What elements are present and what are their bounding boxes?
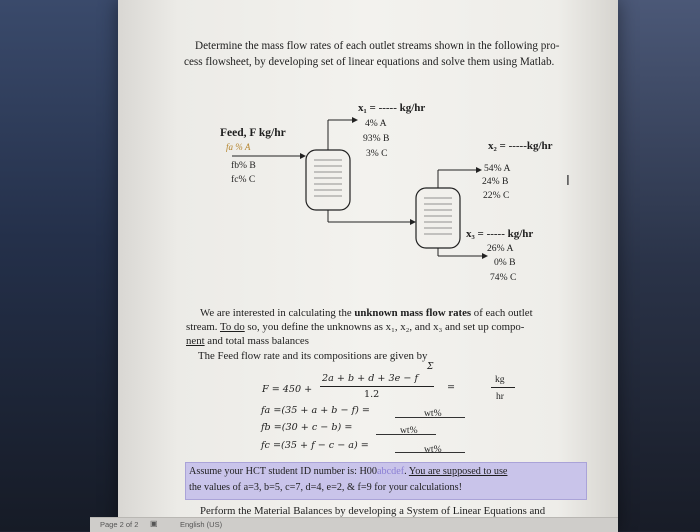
word-status-bar — [90, 517, 618, 532]
intro-line-1: Determine the mass flow rates of each outlet streams shown in the following pro- — [195, 40, 560, 52]
x3-comp-a: 26% A — [487, 243, 514, 254]
feed-comp-c: fc% C — [231, 174, 256, 185]
f-equation-numerator: 2a + b + d + 3e − f — [322, 373, 418, 384]
id-box-line-2: the values of a=3, b=5, c=7, d=4, e=2, & f=9 for your calculations! — [189, 482, 462, 493]
para-line-4: The Feed flow rate and its compositions are given by — [198, 350, 428, 362]
fa-equation: fa =(35 + a + b − f) = — [261, 405, 370, 416]
para-line-3: nent and total mass balances — [186, 335, 309, 347]
para-line-1: We are interested in calculating the unknown mass flow rates of each outlet — [200, 307, 533, 319]
x2-comp-a: 54% A — [484, 163, 511, 174]
f-equation-denominator: 1.2 — [364, 389, 380, 400]
x3-comp-c: 74% C — [490, 272, 517, 283]
x1-comp-b: 93% B — [363, 133, 390, 144]
language-indicator[interactable]: English (US) — [180, 520, 223, 529]
x1-comp-c: 3% C — [366, 148, 388, 159]
x3-label: x₃ = ----- kg/hr — [466, 228, 534, 240]
feed-comp-a: fa % A — [226, 142, 251, 152]
para-line-2: stream. To do so, you define the unknowns as x₁, x₂, and x₃ and set up compo- — [186, 321, 525, 333]
f-unit-kg: kg — [495, 374, 505, 385]
x3-comp-b: 0% B — [494, 257, 516, 268]
column-1 — [306, 150, 350, 210]
fc-unit: wt% — [424, 444, 442, 455]
column-2 — [416, 188, 460, 248]
f-equation-sigma: Σ — [427, 362, 434, 372]
x2-label: x₂ = -----kg/hr — [488, 140, 553, 152]
f-equation-equals: = — [447, 382, 456, 393]
text-cursor-icon: I — [566, 174, 570, 189]
unit-bar — [491, 387, 515, 388]
f-equation-lhs: F = 450 + — [262, 384, 313, 395]
fraction-bar — [320, 386, 434, 387]
id-box-line-1: Assume your HCT student ID number is: H00abcdef. You are supposed to use — [189, 466, 508, 477]
fb-unit: wt% — [400, 425, 418, 436]
x2-comp-b: 24% B — [482, 176, 509, 187]
fb-equation: fb =(30 + c − b) = — [261, 422, 353, 433]
intro-line-2: cess flowsheet, by developing set of linear equations and solve them using Matlab. — [184, 56, 555, 68]
x1-comp-a: 4% A — [365, 118, 387, 129]
x1-label: x₁ = ----- kg/hr — [358, 102, 426, 114]
f-unit-hr: hr — [496, 391, 504, 402]
x2-comp-c: 22% C — [483, 190, 510, 201]
footer-line: Perform the Material Balances by developing a System of Linear Equations and — [200, 505, 546, 517]
fc-equation: fc =(35 + f − c − a) = — [261, 440, 369, 451]
feed-comp-b: fb% B — [231, 160, 256, 171]
proofing-icon[interactable]: ▣ — [150, 519, 158, 528]
fa-unit: wt% — [424, 408, 442, 419]
page-count[interactable]: Page 2 of 2 — [100, 520, 139, 529]
feed-label: Feed, F kg/hr — [220, 127, 286, 139]
